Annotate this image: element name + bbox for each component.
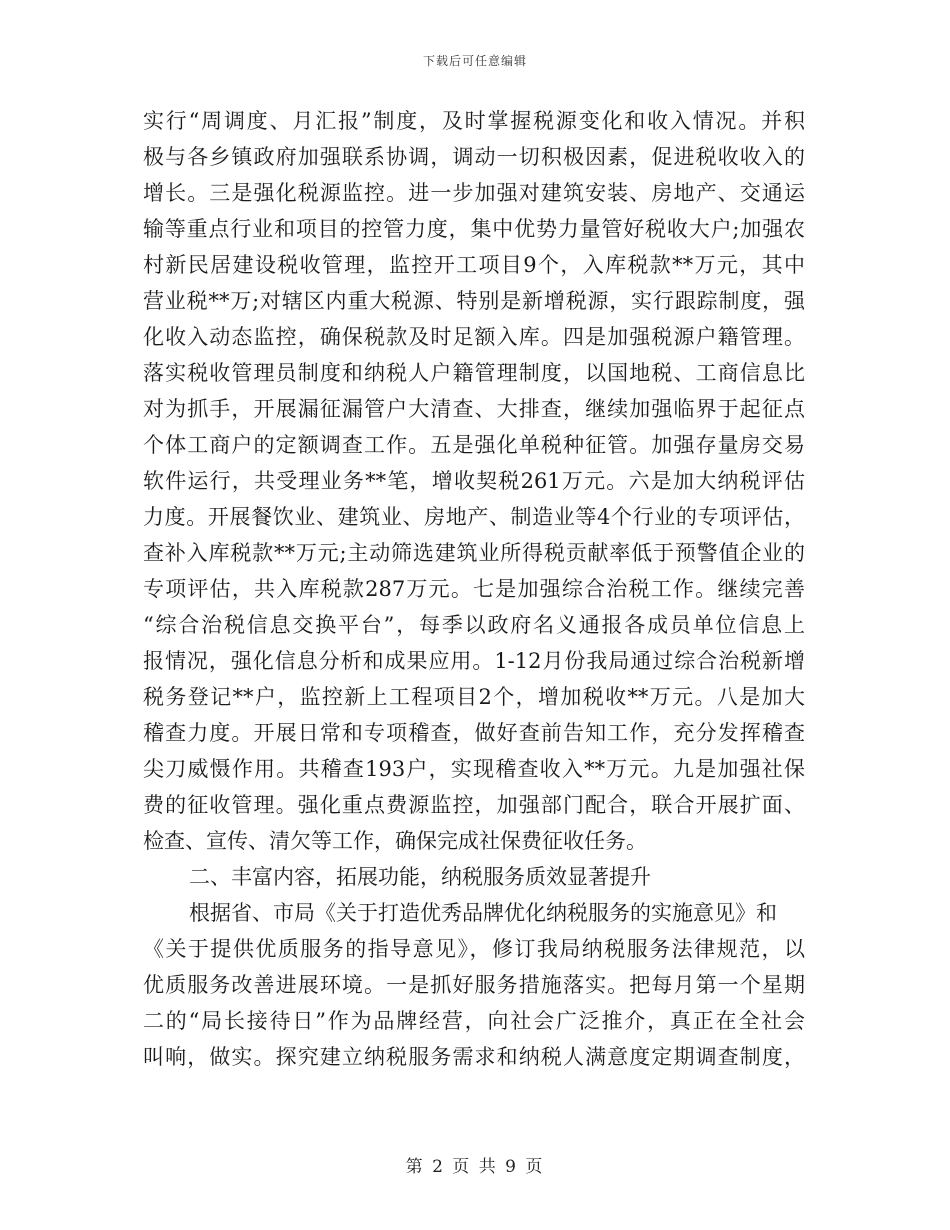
body-line: 查补入库税款**万元;主动筛选建筑业所得税贡献率低于预警值企业的 [143, 541, 805, 565]
body-line: 费的征收管理。强化重点费源监控，加强部门配合，联合开展扩面、 [143, 793, 805, 817]
body-line: 叫响，做实。探究建立纳税服务需求和纳税人满意度定期调查制度， [143, 1045, 805, 1069]
body-line: 报情况，强化信息分析和成果应用。1-12月份我局通过综合治税新增 [143, 649, 805, 673]
body-line: 专项评估，共入库税款287万元。七是加强综合治税工作。继续完善 [143, 577, 805, 601]
body-line: “综合治税信息交换平台”，每季以政府名义通报各成员单位信息上 [143, 613, 805, 637]
document-body [143, 103, 805, 1075]
body-line: 税务登记**户，监控新上工程项目2个，增加税收**万元。八是加大 [143, 685, 805, 709]
body-line: 输等重点行业和项目的控管力度，集中优势力量管好税收大户;加强农 [143, 217, 805, 241]
body-line: 检查、宣传、清欠等工作，确保完成社保费征收任务。 [143, 829, 647, 853]
body-line: 《关于提供优质服务的指导意见》，修订我局纳税服务法律规范，以 [143, 937, 805, 961]
body-line: 化收入动态监控，确保税款及时足额入库。四是加强税源户籍管理。 [143, 325, 805, 349]
body-line: 实行“周调度、月汇报”制度，及时掌握税源变化和收入情况。并积 [143, 109, 805, 133]
body-line: 优质服务改善进展环境。一是抓好服务措施落实。把每月第一个星期 [143, 973, 805, 997]
body-line: 落实税收管理员制度和纳税人户籍管理制度，以国地税、工商信息比 [143, 361, 805, 385]
body-line: 极与各乡镇政府加强联系协调，调动一切积极因素，促进税收收入的 [143, 145, 805, 169]
body-line: 力度。开展餐饮业、建筑业、房地产、制造业等4个行业的专项评估， [143, 505, 805, 529]
page-number: 第 2 页 共 9 页 [405, 1157, 545, 1177]
body-line: 对为抓手，开展漏征漏管户大清查、大排查，继续加强临界于起征点 [143, 397, 805, 421]
body-line: 尖刀威慑作用。共稽查193户，实现稽查收入**万元。九是加强社保 [143, 757, 805, 781]
section-heading: 二、丰富内容，拓展功能，纳税服务质效显著提升 [189, 865, 651, 889]
body-line: 营业税**万;对辖区内重大税源、特别是新增税源，实行跟踪制度，强 [143, 289, 805, 313]
body-line: 软件运行，共受理业务**笔，增收契税261万元。六是加大纳税评估 [143, 469, 805, 493]
body-line: 增长。三是强化税源监控。进一步加强对建筑安装、房地产、交通运 [143, 181, 805, 205]
body-line: 个体工商户的定额调查工作。五是强化单税种征管。加强存量房交易 [143, 433, 805, 457]
body-line: 根据省、市局《关于打造优秀品牌优化纳税服务的实施意见》和 [189, 901, 777, 925]
body-line: 二的“局长接待日”作为品牌经营，向社会广泛推介，真正在全社会 [143, 1009, 805, 1033]
header-note: 下载后可任意编辑 [422, 54, 527, 68]
body-line: 村新民居建设税收管理，监控开工项目9个，入库税款**万元，其中 [143, 253, 805, 277]
body-line: 稽查力度。开展日常和专项稽查，做好查前告知工作，充分发挥稽查 [143, 721, 805, 745]
